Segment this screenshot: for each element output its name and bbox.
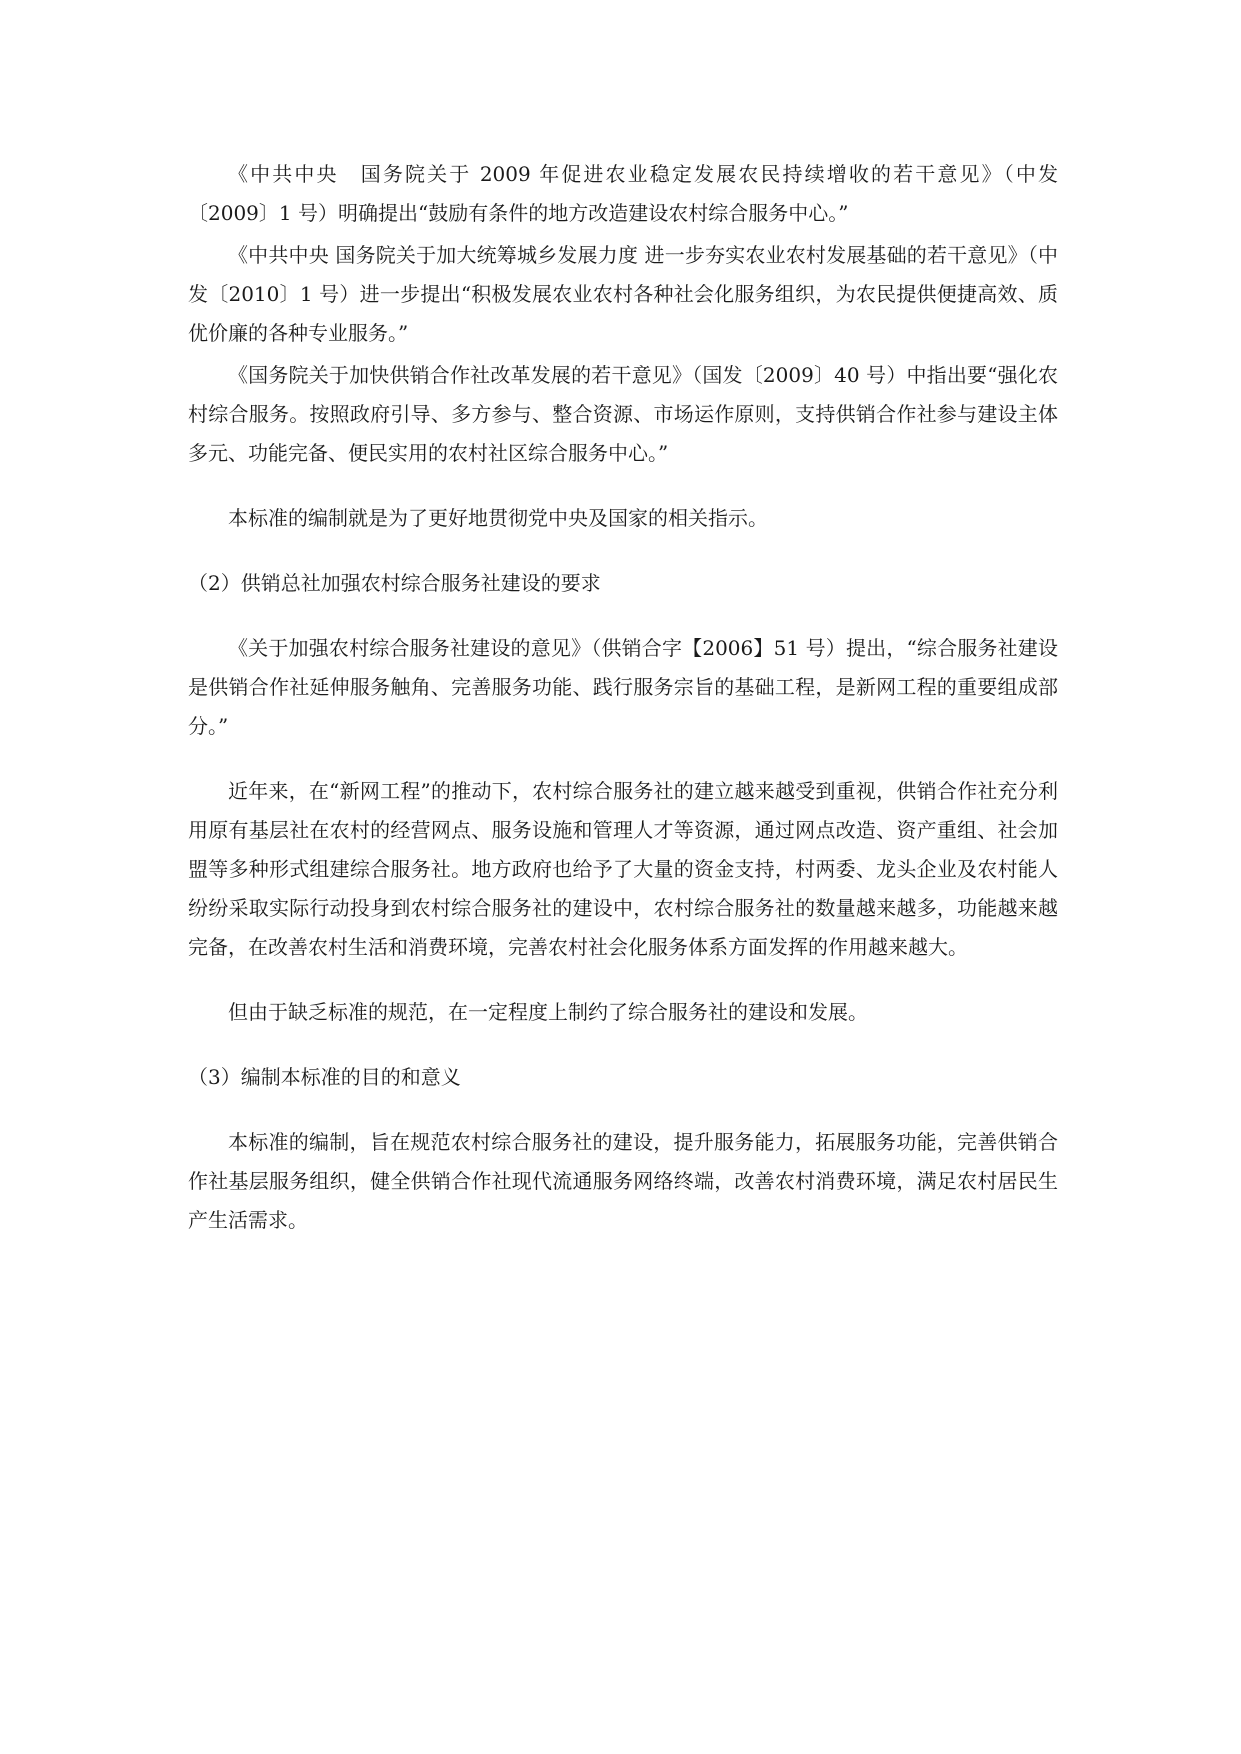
paragraph-2006-opinion: 《关于加强农村综合服务社建设的意见》（供销合字【2006】51 号）提出，“综合服务社建设是供销合作社延伸服务触角、完善服务功能、践行服务宗旨的基础工程，是新网工程的重要组成部分。” [188, 636, 1058, 738]
paragraph-2009-opinion: 《中共中央 国务院关于 2009 年促进农业稳定发展农民持续增收的若干意见》（中发〔2009〕1 号）明确提出“鼓励有条件的地方改造建设农村综合服务中心。” [188, 162, 1058, 225]
section-heading-3: （3）编制本标准的目的和意义 [188, 1065, 461, 1089]
paragraph-state-council-opinion: 《国务院关于加快供销合作社改革发展的若干意见》（国发〔2009〕40 号）中指出要“强化农村综合服务。按照政府引导、多方参与、整合资源、市场运作原则，支持供销合作社参与建设主体多元、功能完备、便民实用的农村社区综合服务中心。” [188, 363, 1058, 465]
document-body [188, 155, 1058, 1240]
section-heading-2: （2）供销总社加强农村综合服务社建设的要求 [188, 571, 601, 595]
paragraph-purpose-statement: 本标准的编制就是为了更好地贯彻党中央及国家的相关指示。 [228, 506, 768, 530]
paragraph-recent-years: 近年来，在“新网工程”的推动下，农村综合服务社的建立越来越受到重视，供销合作社充分利用原有基层社在农村的经营网点、服务设施和管理人才等资源，通过网点改造、资产重组、社会加盟等多种形式组建综合服务社。地方政府也给予了大量的资金支持，村两委、龙头企业及农村能人纷纷采取实际行动投身到农村综合服务社的建设中，农村综合服务社的数量越来越多，功能越来越完备，在改善农村生活和消费环境，完善农村社会化服务体系方面发挥的作用越来越大。 [188, 779, 1058, 959]
paragraph-lack-of-standards: 但由于缺乏标准的规范，在一定程度上制约了综合服务社的建设和发展。 [228, 1000, 868, 1024]
paragraph-2010-opinion: 《中共中央 国务院关于加大统筹城乡发展力度 进一步夯实农业农村发展基础的若干意见》（中发〔2010〕1 号）进一步提出“积极发展农业农村各种社会化服务组织，为农民提供便捷高效、质优价廉的各种专业服务。” [188, 243, 1058, 345]
paragraph-standard-aim: 本标准的编制，旨在规范农村综合服务社的建设，提升服务能力，拓展服务功能，完善供销合作社基层服务组织，健全供销合作社现代流通服务网络终端，改善农村消费环境，满足农村居民生产生活需求。 [188, 1130, 1058, 1232]
